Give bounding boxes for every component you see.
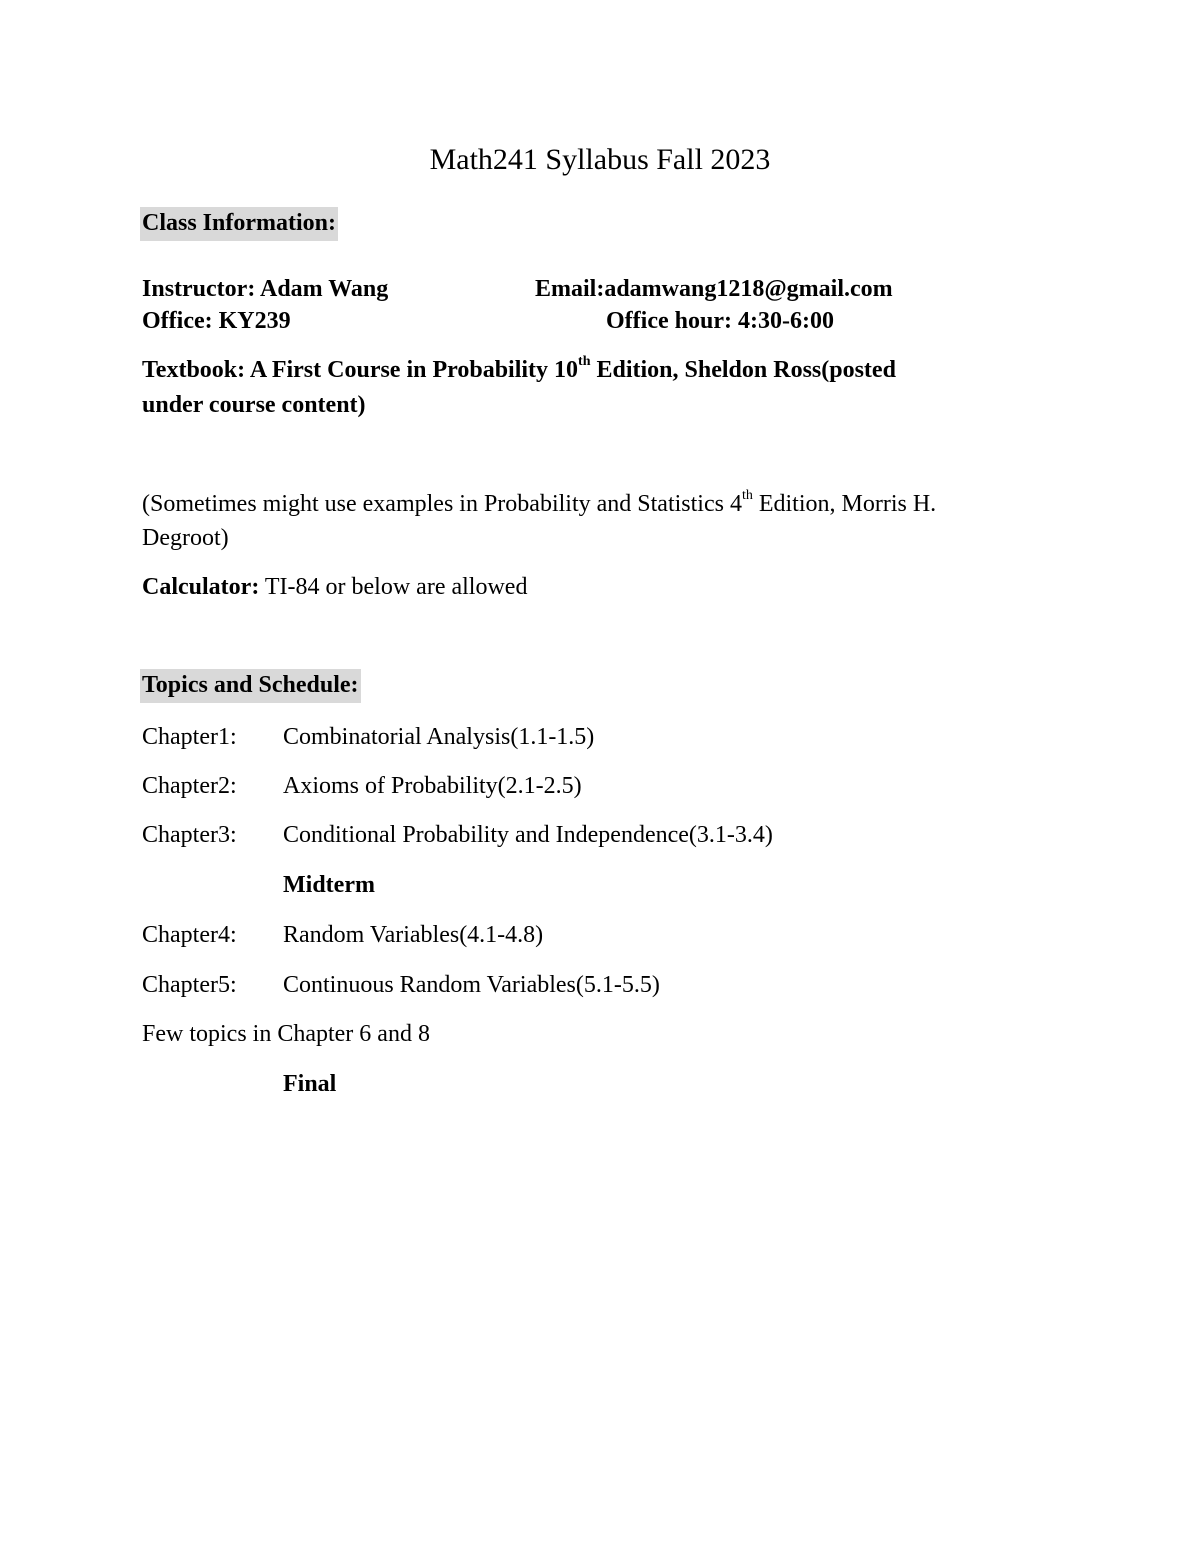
chapter-topic: Axioms of Probability(2.1-2.5)	[283, 773, 582, 799]
chapter-label: Chapter2:	[142, 773, 237, 799]
office-location: Office: KY239	[142, 308, 291, 334]
schedule-heading: Topics and Schedule:	[140, 673, 361, 697]
chapter-label: Chapter4:	[142, 922, 237, 948]
secondary-text-line-1: (Sometimes might use examples in Probability and Statistics 4th Edition, Morris H.	[142, 488, 937, 517]
page-title: Math241 Syllabus Fall 2023	[429, 143, 771, 176]
calculator-policy: Calculator: TI-84 or below are allowed	[142, 574, 528, 600]
chapter-topic: Continuous Random Variables(5.1-5.5)	[283, 972, 660, 998]
instructor-name: Instructor: Adam Wang	[142, 276, 389, 302]
class-info-heading: Class Information:	[140, 211, 338, 235]
chapter-label: Chapter3:	[142, 822, 237, 848]
extra-topics: Few topics in Chapter 6 and 8	[142, 1021, 430, 1047]
chapter-topic: Conditional Probability and Independence(3.1-3.4)	[283, 822, 773, 848]
instructor-email: Email:adamwang1218@gmail.com	[535, 276, 893, 302]
chapter-topic: Random Variables(4.1-4.8)	[283, 922, 544, 948]
office-hour: Office hour: 4:30-6:00	[606, 308, 834, 334]
textbook-line-1: Textbook: A First Course in Probability 10th Edition, Sheldon Ross(posted	[142, 354, 896, 383]
textbook-line-2: under course content)	[142, 392, 366, 418]
midterm-marker: Midterm	[283, 872, 375, 898]
final-marker: Final	[283, 1071, 337, 1097]
secondary-text-line-2: Degroot)	[142, 525, 229, 551]
chapter-label: Chapter1:	[142, 724, 237, 750]
chapter-label: Chapter5:	[142, 972, 237, 998]
chapter-topic: Combinatorial Analysis(1.1-1.5)	[283, 724, 595, 750]
